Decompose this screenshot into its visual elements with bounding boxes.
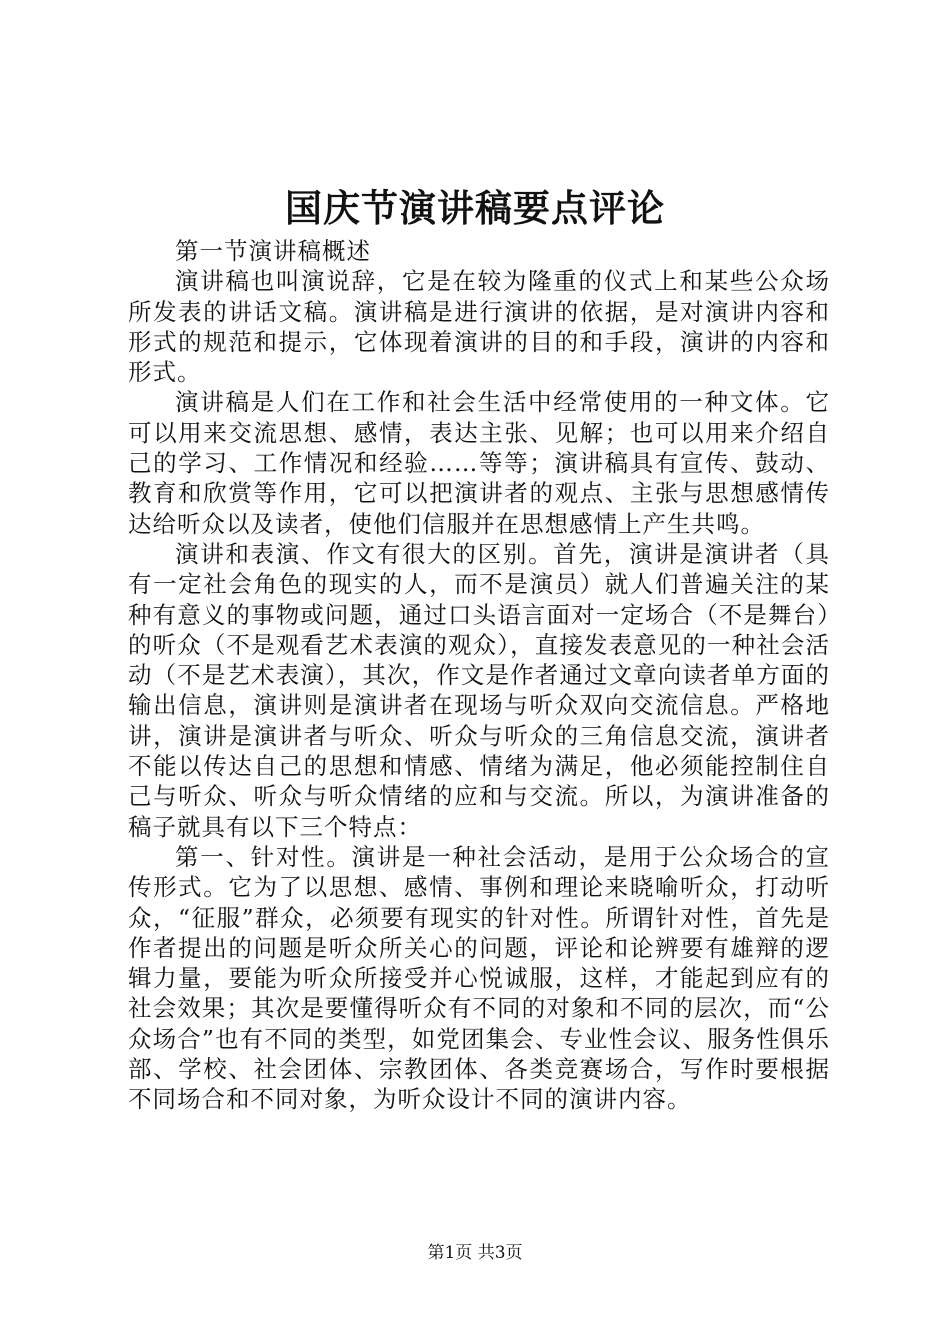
paragraph-usage: 演讲稿是人们在工作和社会生活中经常使用的一种文体。它可以用来交流思想、感情，表达主张、见解；也可以用来介绍自己的学习、工作情况和经验……等等；演讲稿具有宣传、鼓动、教育和欣赏等作用，它可以把演讲者的观点、主张与思想感情传达给听众以及读者，使他们信服并在思想感情上产生共鸣。 bbox=[128, 388, 830, 538]
document-title: 国庆节演讲稿要点评论 bbox=[285, 186, 665, 230]
paragraph-pertinence: 第一、针对性。演讲是一种社会活动，是用于公众场合的宣传形式。它为了以思想、感情、事例和理论来晓喻听众，打动听众，“征服”群众，必须要有现实的针对性。所谓针对性，首先是作者提出的问题是听众所关心的问题，评论和论辨要有雄辩的逻辑力量，要能为听众所接受并心悦诚服，这样，才能起到应有的社会效果；其次是要懂得听众有不同的对象和不同的层次，而“公众场合”也有不同的类型，如党团集会、专业性会议、服务性俱乐部、学校、社会团体、宗教团体、各类竞赛场合，写作时要根据不同场合和不同对象，为听众设计不同的演讲内容。 bbox=[128, 842, 830, 1114]
page-number-footer: 第1页 共3页 bbox=[427, 1243, 523, 1263]
paragraph-definition: 演讲稿也叫演说辞，它是在较为隆重的仪式上和某些公众场所发表的讲话文稿。演讲稿是进行演讲的依据，是对演讲内容和形式的规范和提示，它体现着演讲的目的和手段，演讲的内容和形式。 bbox=[128, 267, 830, 387]
document-body bbox=[128, 236, 830, 1115]
paragraph-difference: 演讲和表演、作文有很大的区别。首先，演讲是演讲者（具有一定社会角色的现实的人，而不是演员）就人们普遍关注的某种有意义的事物或问题，通过口头语言面对一定场合（不是舞台）的听众（不是观看艺术表演的观众），直接发表意见的一种社会活动（不是艺术表演），其次，作文是作者通过文章向读者单方面的输出信息，演讲则是演讲者在现场与听众双向交流信息。严格地讲，演讲是演讲者与听众、听众与听众的三角信息交流，演讲者不能以传达自己的思想和情感、情绪为满足，他必须能控制住自己与听众、听众与听众情绪的应和与交流。所以，为演讲准备的稿子就具有以下三个特点： bbox=[128, 539, 830, 841]
section-heading: 第一节演讲稿概述 bbox=[175, 237, 371, 265]
